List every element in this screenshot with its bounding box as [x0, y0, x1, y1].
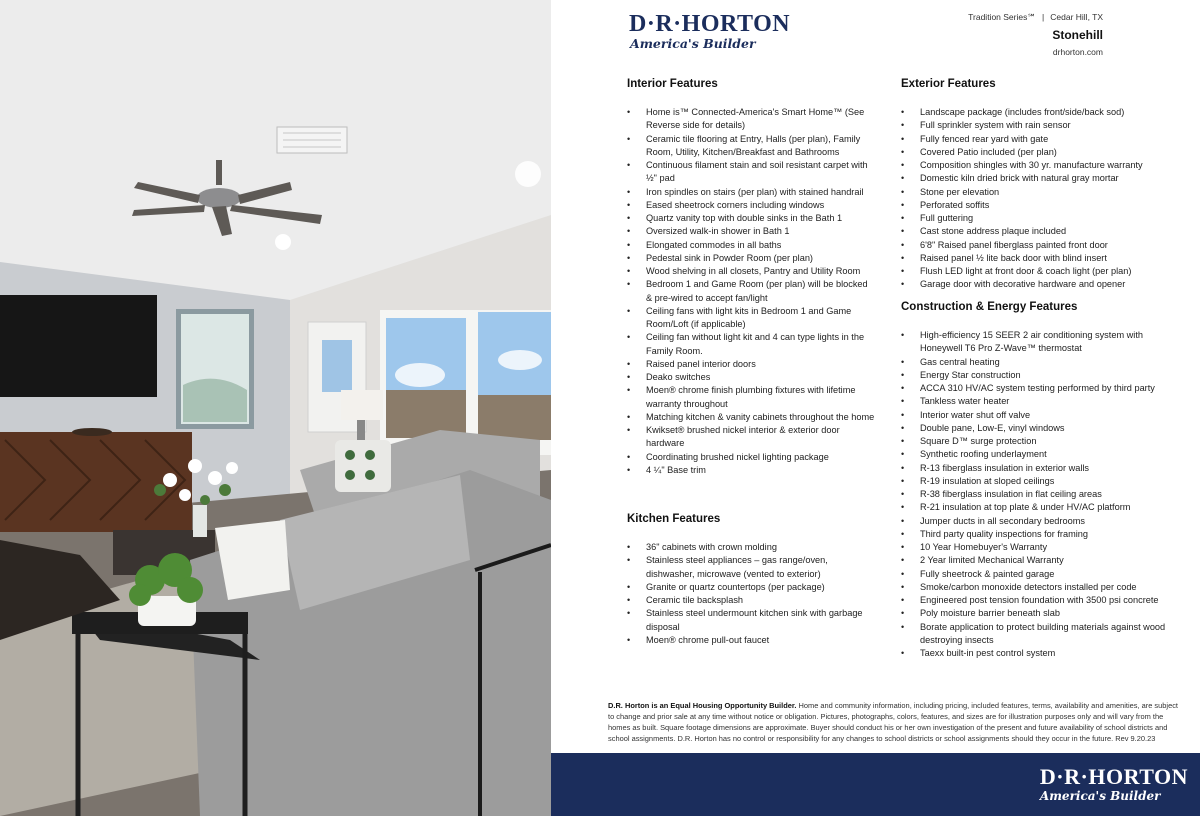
feature-item: • Tankless water heater — [901, 395, 1171, 408]
feature-item: • Eased sheetrock corners including windows — [627, 199, 875, 212]
feature-item: • 2 Year limited Mechanical Warranty — [901, 554, 1171, 567]
feature-item: • Fully sheetrock & painted garage — [901, 568, 1171, 581]
feature-item: • Kwikset® brushed nickel interior & exterior door hardware — [627, 424, 875, 451]
feature-item: • Raised panel interior doors — [627, 358, 875, 371]
feature-item: • 36" cabinets with crown molding — [627, 541, 875, 554]
feature-item: • ACCA 310 HV/AC system testing performed by third party — [901, 382, 1171, 395]
community-name: Stonehill — [1052, 28, 1103, 42]
feature-item: • Smoke/carbon monoxide detectors installed per code — [901, 581, 1171, 594]
feature-item: • Garage door with decorative hardware and opener — [901, 278, 1176, 291]
feature-item: • Moen® chrome pull-out faucet — [627, 634, 875, 647]
feature-item: • 4 ¼" Base trim — [627, 464, 875, 477]
feature-item: • Cast stone address plaque included — [901, 225, 1176, 238]
brand-wordmark: D·R·HORTON — [629, 11, 791, 37]
feature-item: • Stone per elevation — [901, 186, 1176, 199]
kitchen-features-list — [627, 541, 875, 647]
disclaimer-lead: D.R. Horton is an Equal Housing Opportunity Builder. — [608, 701, 797, 710]
feature-item: • Gas central heating — [901, 356, 1171, 369]
feature-item: • Oversized walk-in shower in Bath 1 — [627, 225, 875, 238]
footer-band — [551, 753, 1200, 816]
feature-item: • Double pane, Low-E, vinyl windows — [901, 422, 1171, 435]
brand-tagline: America's Builder — [630, 36, 756, 51]
feature-item: • Poly moisture barrier beneath slab — [901, 607, 1171, 620]
kitchen-features-heading: Kitchen Features — [627, 513, 721, 525]
community-header — [968, 12, 1103, 57]
series-location-line — [968, 12, 1103, 23]
feature-item: • R-21 insulation at top plate & under HV/AC platform — [901, 501, 1171, 514]
feature-item: • Pedestal sink in Powder Room (per plan) — [627, 252, 875, 265]
header-separator: | — [1042, 12, 1045, 22]
living-room-photo — [0, 0, 551, 816]
feature-item: • 10 Year Homebuyer's Warranty — [901, 541, 1171, 554]
feature-item: • Full sprinkler system with rain sensor — [901, 119, 1176, 132]
feature-sheet — [551, 0, 1200, 816]
feature-item: • Interior water shut off valve — [901, 409, 1171, 422]
feature-item: • Continuous filament stain and soil resistant carpet with ½" pad — [627, 159, 875, 186]
feature-item: • Granite or quartz countertops (per package) — [627, 581, 875, 594]
feature-item: • Ceramic tile flooring at Entry, Halls (per plan), Family Room, Utility, Kitchen/Breakfast and Bathrooms — [627, 133, 875, 160]
location: Cedar Hill, TX — [1050, 12, 1103, 22]
feature-item: • High-efficiency 15 SEER 2 air conditioning system with Honeywell T6 Pro Z-Wave™ thermostat — [901, 329, 1171, 356]
legal-disclaimer — [608, 700, 1183, 744]
feature-item: • Perforated soffits — [901, 199, 1176, 212]
feature-item: • Taexx built-in pest control system — [901, 647, 1171, 660]
feature-item: • Borate application to protect building materials against wood destroying insects — [901, 621, 1171, 648]
feature-item: • R-13 fiberglass insulation in exterior walls — [901, 462, 1171, 475]
feature-item: • R-19 insulation at sloped ceilings — [901, 475, 1171, 488]
feature-item: • Covered Patio included (per plan) — [901, 146, 1176, 159]
website-link[interactable]: drhorton.com — [1052, 47, 1103, 57]
disclaimer-body: Home and community information, including pricing, included features, terms, availability and amenities, are subject to change and prior sale at any time without notice or obligation. Pictures, photographs, colors, features, and sizes are for illustration purposes only and will vary from the homes as built. Square footage dimensions are approximate. Buyer should conduct his or her own investigation of the present and future availability of school districts and school assignments. D.R. Horton has no control or responsibility for any changes to school districts or school assignments should they occur in the future. Rev 9.20.23 — [608, 701, 1178, 743]
feature-item: • Elongated commodes in all baths — [627, 239, 875, 252]
feature-item: • Bedroom 1 and Game Room (per plan) will be blocked & pre-wired to accept fan/light — [627, 278, 875, 305]
feature-item: • Home is™ Connected-America's Smart Home™ (See Reverse side for details) — [627, 106, 875, 133]
feature-item: • Coordinating brushed nickel lighting package — [627, 451, 875, 464]
exterior-features-list — [901, 106, 1176, 292]
footer-brand-tagline: America's Builder — [1039, 789, 1161, 803]
feature-item: • Stainless steel undermount kitchen sink with garbage disposal — [627, 607, 875, 634]
feature-item: • Quartz vanity top with double sinks in the Bath 1 — [627, 212, 875, 225]
feature-item: • Fully fenced rear yard with gate — [901, 133, 1176, 146]
feature-item: • Ceiling fan without light kit and 4 can type lights in the Family Room. — [627, 331, 875, 358]
living-room-illustration — [0, 0, 551, 816]
feature-item: • Wood shelving in all closets, Pantry and Utility Room — [627, 265, 875, 278]
feature-item: • Domestic kiln dried brick with natural gray mortar — [901, 172, 1176, 185]
brand-logo — [629, 12, 790, 51]
interior-features-list — [627, 106, 875, 477]
feature-item: • Moen® chrome finish plumbing fixtures with lifetime warranty throughout — [627, 384, 875, 411]
exterior-features-heading: Exterior Features — [901, 78, 996, 90]
feature-item: • Deako switches — [627, 371, 875, 384]
footer-brand-wordmark: D·R·HORTON — [1039, 764, 1188, 789]
feature-item: • Flush LED light at front door & coach light (per plan) — [901, 265, 1176, 278]
feature-item: • Full guttering — [901, 212, 1176, 225]
feature-item: • Energy Star construction — [901, 369, 1171, 382]
interior-features-heading: Interior Features — [627, 78, 718, 90]
feature-item: • Ceiling fans with light kits in Bedroom 1 and Game Room/Loft (if applicable) — [627, 305, 875, 332]
feature-item: • R-38 fiberglass insulation in flat ceiling areas — [901, 488, 1171, 501]
feature-item: • Stainless steel appliances – gas range/oven, dishwasher, microwave (vented to exterior) — [627, 554, 875, 581]
construction-energy-heading: Construction & Energy Features — [901, 301, 1078, 313]
footer-brand-logo — [1040, 766, 1188, 802]
feature-item: • Composition shingles with 30 yr. manufacture warranty — [901, 159, 1176, 172]
feature-item: • Synthetic roofing underlayment — [901, 448, 1171, 461]
feature-item: • Landscape package (includes front/side/back sod) — [901, 106, 1176, 119]
feature-item: • 6'8" Raised panel fiberglass painted front door — [901, 239, 1176, 252]
feature-item: • Raised panel ½ lite back door with blind insert — [901, 252, 1176, 265]
feature-item: • Jumper ducts in all secondary bedrooms — [901, 515, 1171, 528]
feature-item: • Matching kitchen & vanity cabinets throughout the home — [627, 411, 875, 424]
feature-item: • Engineered post tension foundation with 3500 psi concrete — [901, 594, 1171, 607]
feature-item: • Ceramic tile backsplash — [627, 594, 875, 607]
feature-item: • Iron spindles on stairs (per plan) with stained handrail — [627, 186, 875, 199]
series-name: Tradition Series℠ — [968, 12, 1037, 22]
feature-item: • Square D™ surge protection — [901, 435, 1171, 448]
construction-energy-list — [901, 329, 1171, 660]
feature-item: • Third party quality inspections for framing — [901, 528, 1171, 541]
